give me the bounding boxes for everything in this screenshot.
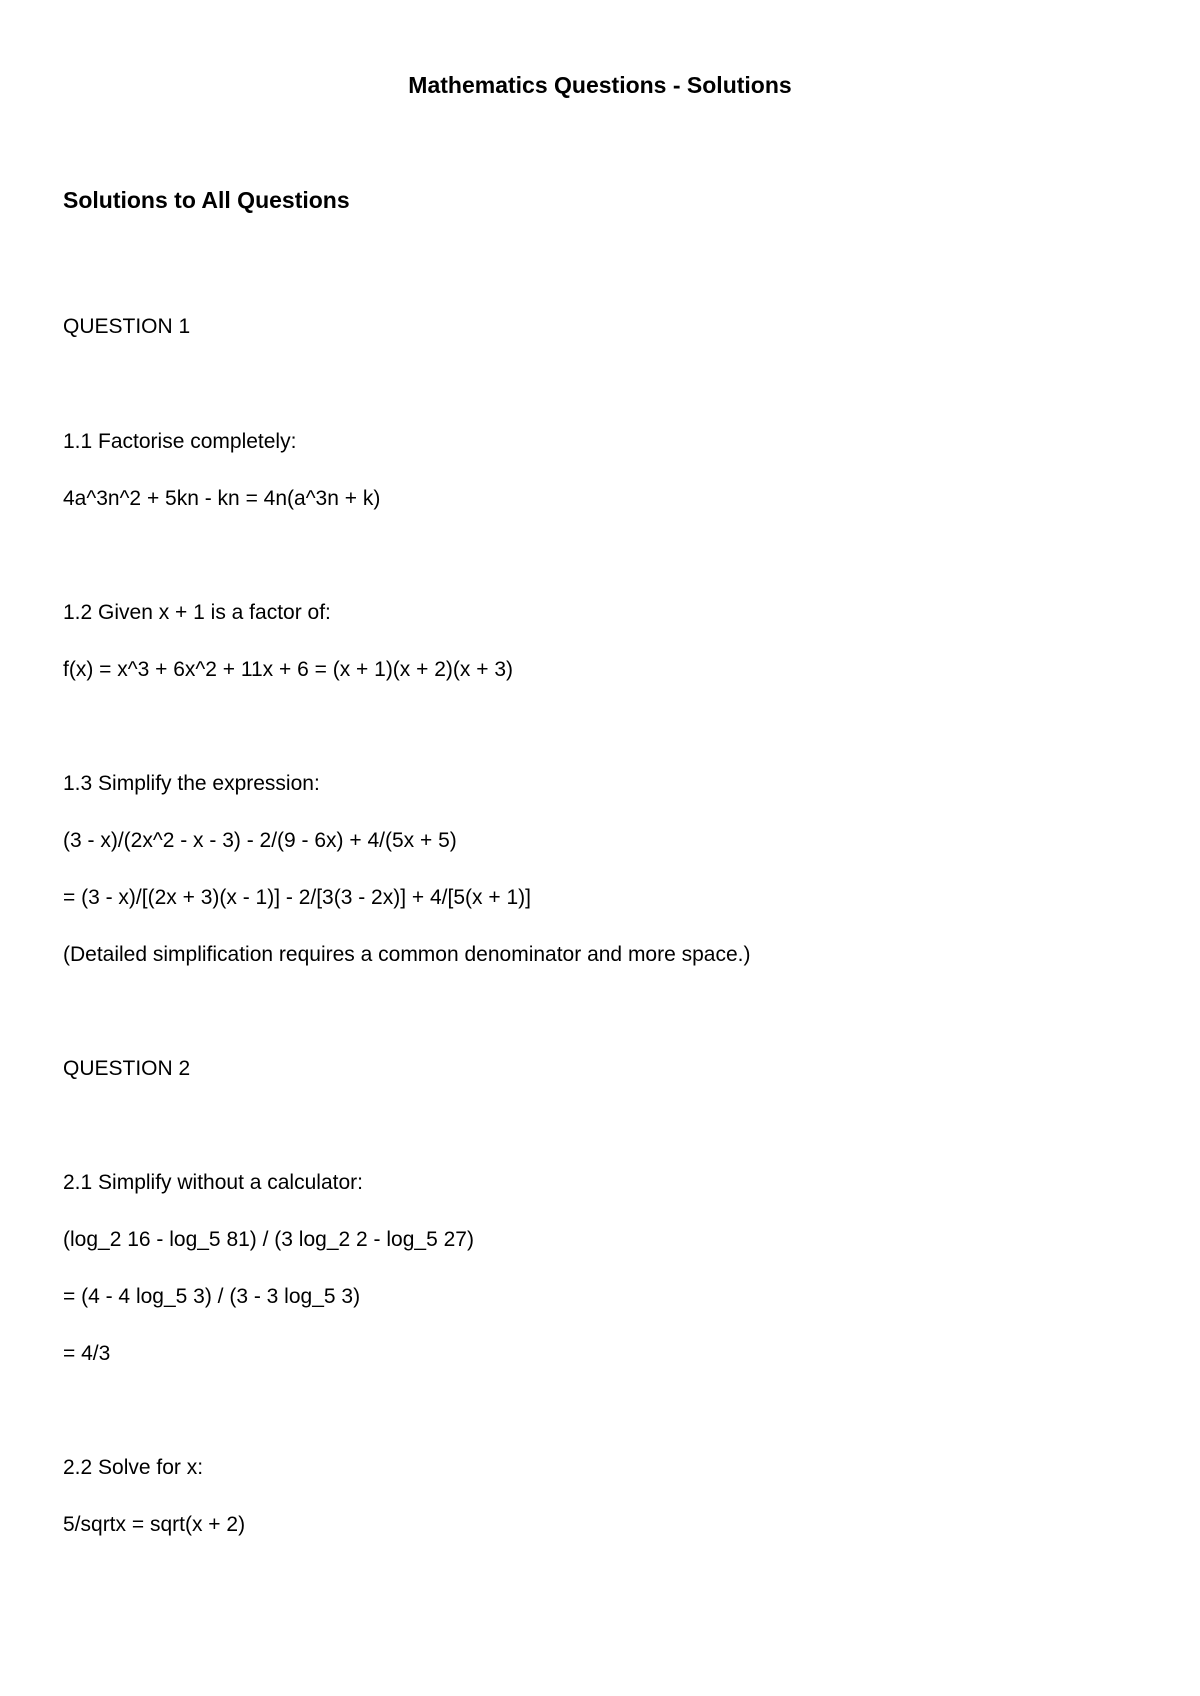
question-1-2-prompt: 1.2 Given x + 1 is a factor of:	[63, 601, 331, 624]
solutions-heading: Solutions to All Questions	[63, 187, 350, 213]
question-1-label: QUESTION 1	[63, 315, 191, 338]
question-1-2-answer: f(x) = x^3 + 6x^2 + 11x + 6 = (x + 1)(x + 2)(x + 3)	[63, 658, 514, 681]
question-1-3-expression: (3 - x)/(2x^2 - x - 3) - 2/(9 - 6x) + 4/(5x + 5)	[63, 829, 457, 852]
question-1-1-answer: 4a^3n^2 + 5kn - kn = 4n(a^3n + k)	[63, 487, 381, 510]
question-2-label: QUESTION 2	[63, 1057, 191, 1080]
question-1-3-prompt: 1.3 Simplify the expression:	[63, 772, 320, 795]
question-2-1-expression: (log_2 16 - log_5 81) / (3 log_2 2 - log_5 27)	[63, 1228, 474, 1251]
question-2-1-step: = (4 - 4 log_5 3) / (3 - 3 log_5 3)	[63, 1285, 361, 1308]
question-2-2-equation: 5/sqrtx = sqrt(x + 2)	[63, 1513, 246, 1536]
question-2-1-result: = 4/3	[63, 1342, 111, 1365]
document-title: Mathematics Questions - Solutions	[408, 72, 792, 98]
question-2-2-prompt: 2.2 Solve for x:	[63, 1456, 204, 1479]
question-2-1-prompt: 2.1 Simplify without a calculator:	[63, 1171, 363, 1194]
question-1-3-note: (Detailed simplification requires a common denominator and more space.)	[63, 943, 751, 966]
question-1-1-prompt: 1.1 Factorise completely:	[63, 430, 297, 453]
question-1-3-step: = (3 - x)/[(2x + 3)(x - 1)] - 2/[3(3 - 2x)] + 4/[5(x + 1)]	[63, 886, 531, 909]
